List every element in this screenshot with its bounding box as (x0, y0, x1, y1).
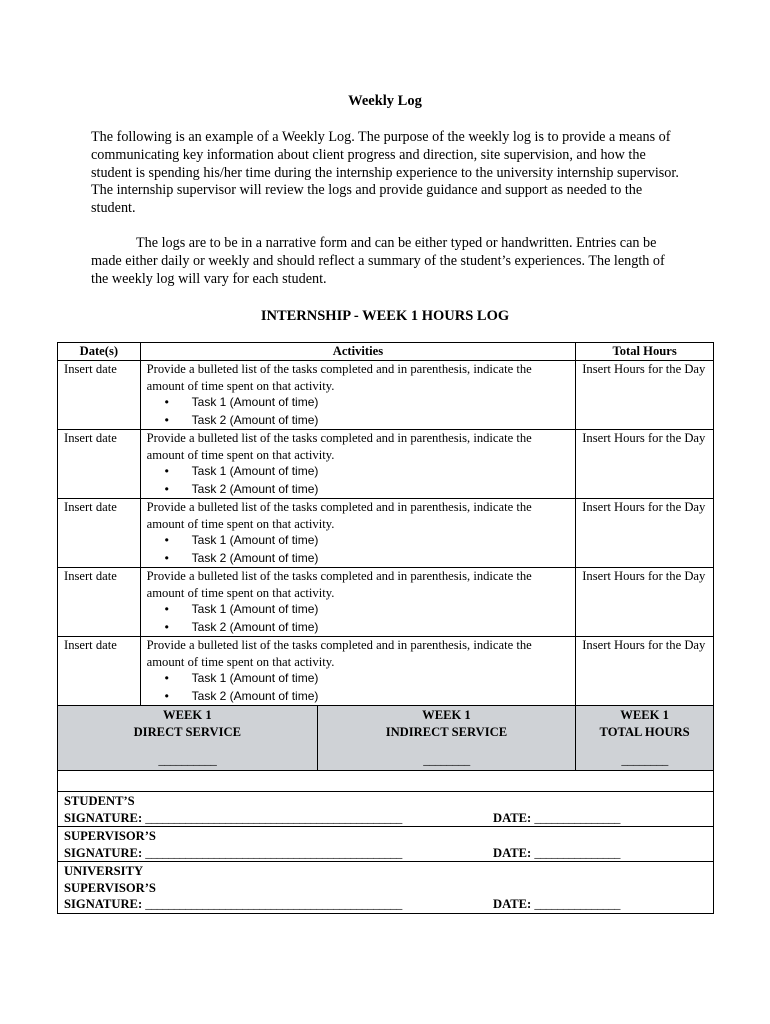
task-list (147, 463, 570, 498)
activity-description: Provide a bulleted list of the tasks completed and in parenthesis, indicate the amount of time spent on that activity. (146, 431, 532, 462)
signature-label: SIGNATURE: (64, 897, 143, 911)
task-list (147, 532, 570, 567)
date-cell[interactable]: Insert date (58, 430, 141, 499)
activities-cell[interactable] (140, 361, 576, 430)
date-label: DATE: (493, 897, 532, 911)
date-cell[interactable]: Insert date (58, 499, 141, 568)
date-cell[interactable]: Insert date (58, 361, 141, 430)
task-item: • Task 2 (Amount of time) (147, 619, 570, 637)
table-row (58, 430, 714, 499)
indirect-service-blank[interactable]: ________ (423, 753, 470, 767)
table-row (58, 499, 714, 568)
task-item: • Task 2 (Amount of time) (147, 688, 570, 706)
task-item: • Task 1 (Amount of time) (147, 670, 570, 688)
date-label: DATE: (493, 845, 532, 860)
student-date-field (493, 810, 620, 827)
activities-cell[interactable] (140, 430, 576, 499)
total-hours-label: TOTAL HOURS (599, 724, 690, 739)
task-item: • Task 1 (Amount of time) (147, 532, 570, 550)
signature-label: SIGNATURE: (64, 845, 143, 860)
total-hours-week: WEEK 1 (620, 708, 669, 722)
spacer-row (58, 771, 714, 792)
indirect-service-label: INDIRECT SERVICE (385, 724, 508, 739)
activity-description: Provide a bulleted list of the tasks completed and in parenthesis, indicate the amount of time spent on that activity. (146, 569, 532, 600)
direct-service-blank[interactable]: __________ (158, 753, 217, 767)
supervisor-signature-line[interactable]: _____________________________________________ (145, 845, 402, 860)
university-label: UNIVERSITY (64, 864, 144, 878)
university-supervisor-label: SUPERVISOR’S (64, 880, 156, 895)
university-signature-row (58, 862, 714, 914)
date-cell[interactable]: Insert date (58, 568, 141, 637)
header-activities: Activities (140, 343, 576, 361)
total-hours-blank[interactable]: ________ (621, 753, 668, 767)
activities-cell[interactable] (140, 499, 576, 568)
supervisor-signature-block (64, 828, 707, 861)
direct-service-label: DIRECT SERVICE (133, 724, 242, 739)
student-signature-line[interactable]: _____________________________________________ (145, 810, 402, 825)
direct-service-week: WEEK 1 (162, 708, 212, 722)
indirect-service-cell[interactable] (317, 706, 576, 771)
signature-label: SIGNATURE: (64, 810, 143, 825)
university-date-field (493, 896, 620, 913)
activities-cell[interactable] (140, 637, 576, 706)
task-list (147, 601, 570, 636)
table-title: INTERNSHIP - WEEK 1 HOURS LOG (260, 308, 510, 324)
table-header-row (58, 343, 714, 361)
hours-cell[interactable]: Insert Hours for the Day (576, 499, 714, 568)
table-row (58, 568, 714, 637)
hours-cell[interactable]: Insert Hours for the Day (576, 430, 714, 499)
task-item: • Task 1 (Amount of time) (147, 463, 570, 481)
document-title: Weekly Log (348, 93, 422, 109)
hours-log-table (57, 342, 714, 914)
instructions-paragraph: The logs are to be in a narrative form and can be either typed or handwritten. Entries can be made either daily or weekly and should reflect a summary of the student’s experiences. The length of the weekly log will vary for each student. (91, 235, 665, 287)
student-date-line[interactable]: _______________ (534, 810, 620, 825)
header-dates: Date(s) (58, 343, 141, 361)
task-list (147, 670, 570, 705)
student-label: STUDENT’S (64, 794, 135, 808)
indirect-service-week: WEEK 1 (422, 708, 471, 722)
activities-cell[interactable] (140, 568, 576, 637)
activity-description: Provide a bulleted list of the tasks completed and in parenthesis, indicate the amount of time spent on that activity. (146, 638, 532, 669)
table-row (58, 361, 714, 430)
direct-service-cell[interactable] (58, 706, 318, 771)
date-label: DATE: (493, 810, 532, 825)
supervisor-label: SUPERVISOR’S (64, 829, 156, 843)
spacer-cell (58, 771, 714, 792)
activity-description: Provide a bulleted list of the tasks completed and in parenthesis, indicate the amount of time spent on that activity. (146, 500, 532, 531)
supervisor-date-field (493, 845, 620, 862)
activity-description: Provide a bulleted list of the tasks completed and in parenthesis, indicate the amount of time spent on that activity. (146, 362, 532, 393)
task-item: • Task 2 (Amount of time) (147, 550, 570, 568)
table-row (58, 637, 714, 706)
header-total-hours: Total Hours (576, 343, 714, 361)
summary-row (58, 706, 714, 771)
student-signature-row (58, 792, 714, 827)
hours-cell[interactable]: Insert Hours for the Day (576, 361, 714, 430)
task-item: • Task 2 (Amount of time) (147, 481, 570, 499)
task-item: • Task 2 (Amount of time) (147, 412, 570, 430)
date-cell[interactable]: Insert date (58, 637, 141, 706)
task-item: • Task 1 (Amount of time) (147, 601, 570, 619)
hours-cell[interactable]: Insert Hours for the Day (576, 637, 714, 706)
university-date-line[interactable]: _______________ (534, 897, 620, 911)
student-signature-block (64, 793, 707, 826)
hours-cell[interactable]: Insert Hours for the Day (576, 568, 714, 637)
intro-paragraph: The following is an example of a Weekly Log. The purpose of the weekly log is to provide a means of communicating key information about client progress and direction, site supervision, and how the student is spending his/her time during the internship experience to the university internship supervisor. The internship supervisor will review the logs and provide guidance and support as needed to the student. (91, 129, 679, 217)
university-signature-line[interactable]: _____________________________________________ (145, 897, 402, 911)
task-list (147, 394, 570, 429)
task-item: • Task 1 (Amount of time) (147, 394, 570, 412)
university-signature-block (64, 863, 707, 913)
supervisor-signature-row (58, 827, 714, 862)
total-hours-cell[interactable] (576, 706, 714, 771)
supervisor-date-line[interactable]: _______________ (534, 845, 620, 860)
